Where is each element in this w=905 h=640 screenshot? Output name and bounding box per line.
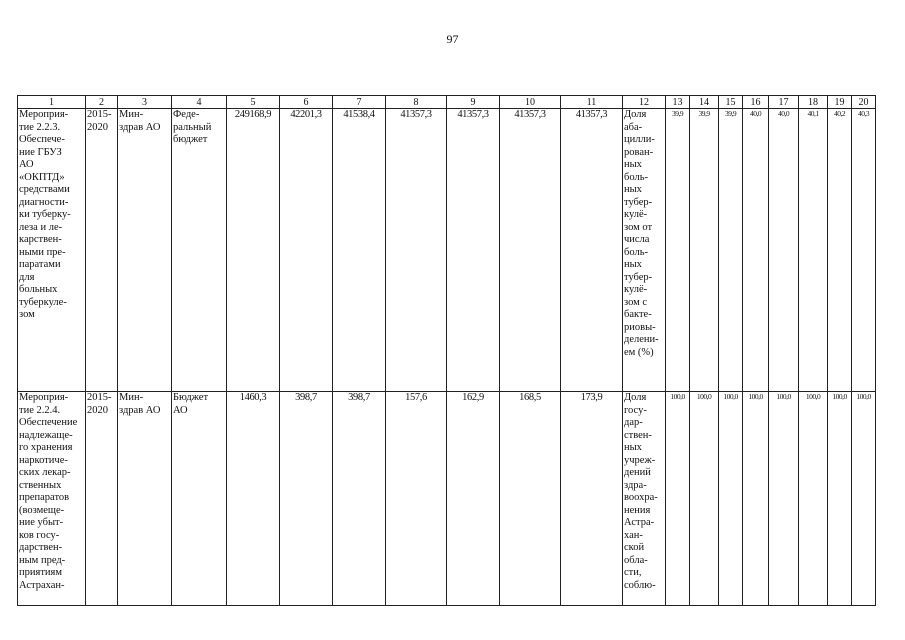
amount-year-cell: 41357,3 [500,109,561,392]
period-cell: 2015- 2020 [86,109,118,392]
indicator-cell: Доля аба- цилли- рован- ных боль- ных тубер- кулё- зом от числа боль- ных тубер- кулё- зом с бакте- риовы- делени- ем (%) [623,109,666,392]
period-cell: 2015- 2020 [86,392,118,606]
amount-year-cell: 41357,3 [447,109,500,392]
indicator-value-cell: 100,0 [828,392,852,606]
column-header: 17 [769,96,799,109]
amount-year-cell: 42201,3 [280,109,333,392]
amount-year-cell: 173,9 [561,392,623,606]
activity-cell: Мероприя- тие 2.2.4. Обеспечение надлежаще- го хранения наркотиче- ских лекар- ственных препаратов (возмеще- ние убыт- ков госу- дарствен- ным пред- приятиям Астрахан- [18,392,86,606]
indicator-value-cell: 40,3 [852,109,876,392]
funding-source-cell: Феде- ральный бюджет [172,109,227,392]
table-row [18,109,876,392]
indicator-value-cell: 100,0 [666,392,690,606]
column-header: 8 [386,96,447,109]
amount-year-cell: 41357,3 [561,109,623,392]
column-header: 2 [86,96,118,109]
indicator-value-cell: 40,0 [769,109,799,392]
amount-year-cell: 168,5 [500,392,561,606]
amount-year-cell: 41538,4 [333,109,386,392]
column-header: 18 [799,96,828,109]
amount-year-cell: 41357,3 [386,109,447,392]
indicator-value-cell: 39,9 [690,109,719,392]
indicator-value-cell: 100,0 [799,392,828,606]
indicator-value-cell: 39,9 [666,109,690,392]
column-header: 9 [447,96,500,109]
column-header: 14 [690,96,719,109]
executor-cell: Мин- здрав АО [118,109,172,392]
column-header: 10 [500,96,561,109]
column-header: 5 [227,96,280,109]
indicator-value-cell: 40,0 [743,109,769,392]
indicator-value-cell: 100,0 [743,392,769,606]
indicator-value-cell: 100,0 [690,392,719,606]
amount-year-cell: 398,7 [333,392,386,606]
column-header: 7 [333,96,386,109]
executor-cell: Мин- здрав АО [118,392,172,606]
amount-total-cell: 1460,3 [227,392,280,606]
column-header: 12 [623,96,666,109]
amount-year-cell: 157,6 [386,392,447,606]
amount-year-cell: 398,7 [280,392,333,606]
amount-total-cell: 249168,9 [227,109,280,392]
indicator-value-cell: 100,0 [769,392,799,606]
column-header: 1 [18,96,86,109]
column-header: 16 [743,96,769,109]
indicator-value-cell: 100,0 [852,392,876,606]
column-header: 4 [172,96,227,109]
table-row [18,392,876,606]
column-header: 15 [719,96,743,109]
funding-source-cell: Бюджет АО [172,392,227,606]
indicator-cell: Доля госу- дар- ствен- ных учреж- дений здра- воохра- нения Астра- хан- ской обла- сти, соблю- [623,392,666,606]
indicator-value-cell: 100,0 [719,392,743,606]
table-header-row [18,96,876,109]
indicator-value-cell: 40,1 [799,109,828,392]
indicator-value-cell: 39,9 [719,109,743,392]
amount-year-cell: 162,9 [447,392,500,606]
column-header: 19 [828,96,852,109]
column-header: 20 [852,96,876,109]
column-header: 6 [280,96,333,109]
program-table [17,95,876,606]
indicator-value-cell: 40,2 [828,109,852,392]
page-number: 97 [446,32,459,46]
activity-cell: Мероприя- тие 2.2.3. Обеспече- ние ГБУЗ АО «ОКПТД» средствами диагности- ки туберку- леза и ле- карствен- ными пре- паратами для больных туберкуле- зом [18,109,86,392]
column-header: 13 [666,96,690,109]
column-header: 3 [118,96,172,109]
column-header: 11 [561,96,623,109]
